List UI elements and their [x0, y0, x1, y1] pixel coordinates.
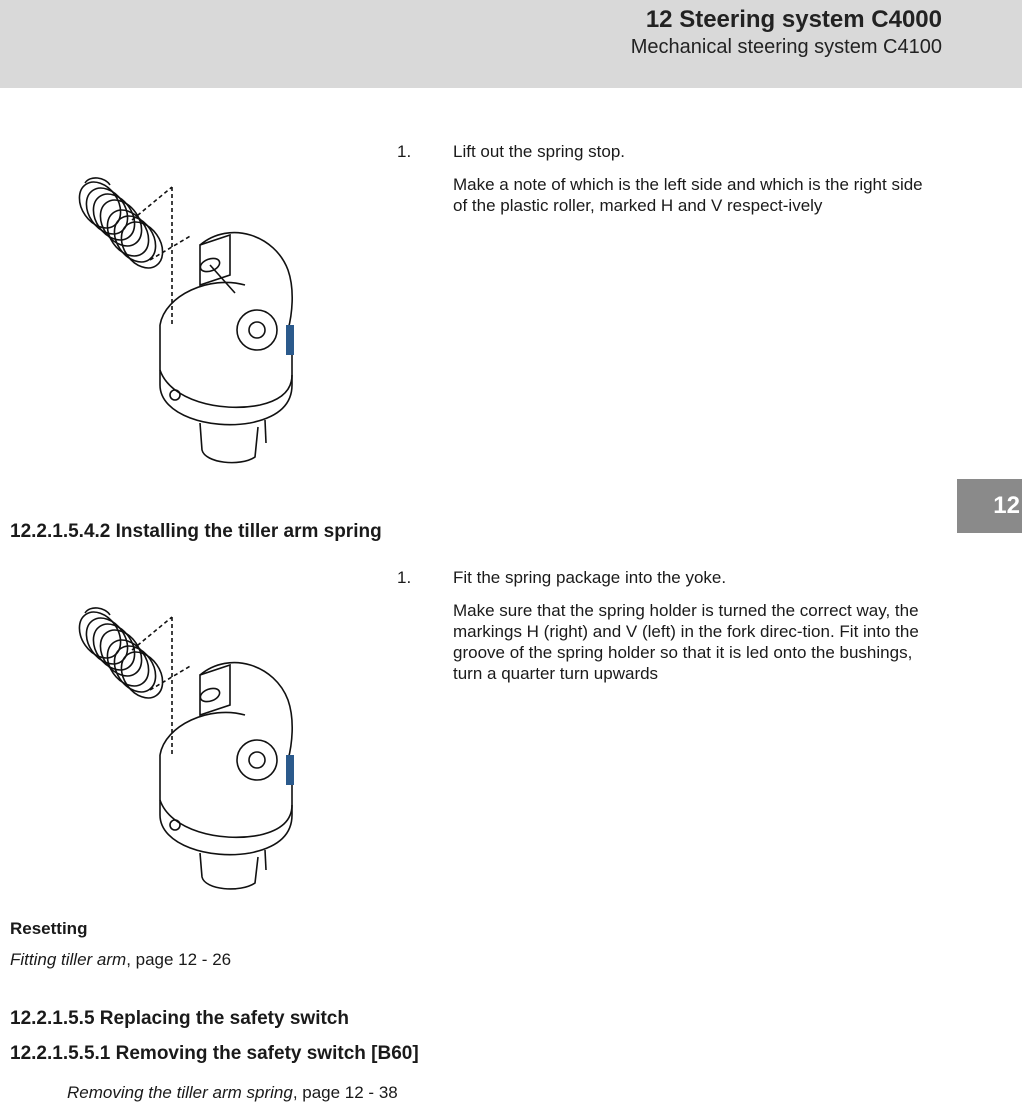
chapter-subtitle: Mechanical steering system C4100: [630, 36, 942, 58]
section-heading-remove: 12.2.1.5.5.1 Removing the safety switch [B60]: [10, 1043, 419, 1064]
remove-page: , page 12 - 38: [292, 1083, 398, 1102]
remove-link[interactable]: Removing the tiller arm spring: [67, 1083, 293, 1102]
spring-coil-right: [99, 202, 171, 276]
resetting-page: , page 12 - 26: [126, 950, 232, 969]
blue-marking: [286, 325, 294, 355]
step-note: Make sure that the spring holder is turned the correct way, the markings H (right) and V (left) in the fork direc-tion. Fit into the groove of the spring holder so that it is led onto the bushings, turn a quarter turn upwards: [453, 601, 919, 683]
chapter-tab-number: 12: [993, 492, 1020, 519]
section-heading-replace: 12.2.1.5.5 Replacing the safety switch: [10, 1008, 349, 1029]
step-text: Fit the spring package into the yoke.: [453, 568, 727, 587]
chapter-title: 12 Steering system C4000: [645, 6, 942, 33]
step-number: 1.: [397, 142, 412, 161]
step-text: Lift out the spring stop.: [453, 142, 625, 161]
resetting-reference: [10, 950, 231, 970]
step-number: 1.: [397, 568, 412, 587]
spring-package-illustration: [60, 595, 310, 895]
spring-coil-right: [99, 632, 171, 706]
spring-stop-illustration: [60, 165, 310, 470]
section-heading-install: 12.2.1.5.4.2 Installing the tiller arm spring: [10, 521, 382, 542]
chapter-tab: [957, 479, 1022, 533]
resetting-link[interactable]: Fitting tiller arm: [10, 950, 127, 969]
page-header: [0, 0, 1022, 88]
blue-marking: [286, 755, 294, 785]
remove-reference: [67, 1083, 398, 1103]
resetting-label: Resetting: [10, 919, 88, 938]
step-note: Make a note of which is the left side and which is the right side of the plastic roller, marked H and V respect-ively: [453, 175, 923, 215]
